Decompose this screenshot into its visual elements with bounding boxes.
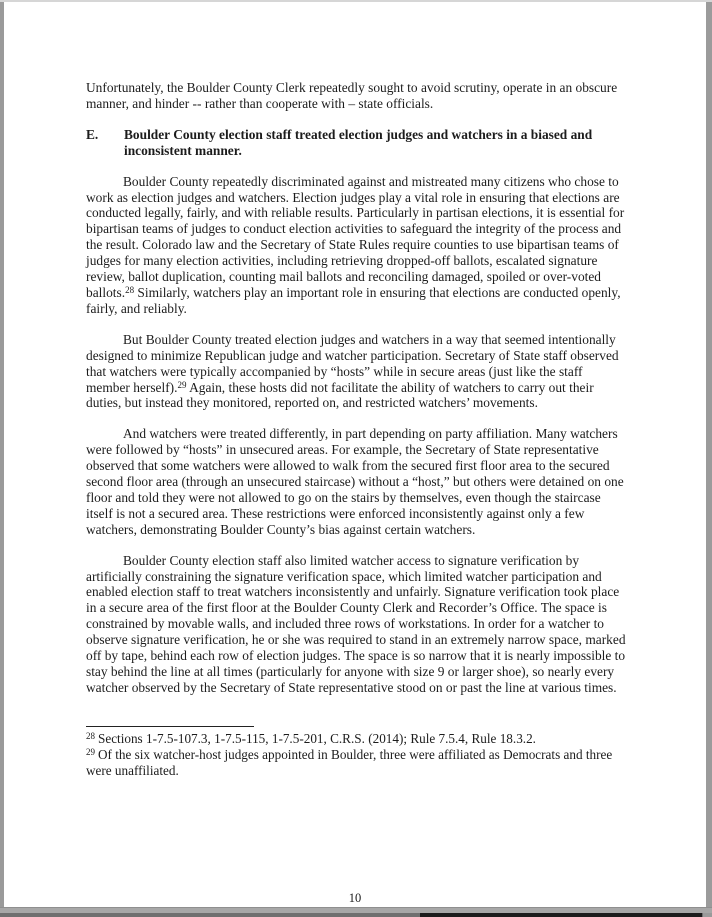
section-title: Boulder County election staff treated election judges and watchers in a biased and inconsistent manner. xyxy=(124,126,593,158)
paragraph-text: Boulder County repeatedly discriminated against and mistreated many citizens who chose to work as election judges and watchers. Election judges play a vital role in ensuring that elections are conducted legally, fairly, and with reliable results. Particularly in partisan elections, it is essential for bipartisan teams of judges to conduct election activities to safeguard the integrity of the process and the result. Colorado law and the Secretary of State Rules require counties to use bipartisan teams of judges for many election activities, including retrieving dropped-off ballots, escalated signature review, ballot duplication, counting mail ballots and reconciling damaged, spoiled or over-voted ballots. xyxy=(86,173,625,300)
page-number: 10 xyxy=(348,891,362,905)
paragraph-text: But Boulder County treated election judges and watchers in a way that seemed intentionally designed to minimize Republican judge and watcher participation. Secretary of State staff observed that watchers were typically accompanied by “hosts” while in secure areas (just like the staff member herself). xyxy=(86,331,619,395)
paragraph-watchers: And watchers were treated differently, in part depending on party affiliation. Many watchers were followed by “hosts” in unsecured areas. For example, the Secretary of State representative observed that some watchers were allowed to walk from the secured first floor area to the secured second floor area (through an unsecured staircase) without a “host,” but others were detained on one floor and told they were not allowed to go on the stairs by themselves, even though the staircase itself is not a secured area. These restrictions were enforced inconsistently against only a few watchers, demonstrating Boulder County’s bias against certain watchers. xyxy=(86,426,624,537)
section-heading xyxy=(86,127,628,159)
paragraph-judges xyxy=(86,174,628,317)
window-edge-end-segment xyxy=(703,913,712,917)
footnote-28 xyxy=(86,731,628,747)
footnote-text: Of the six watcher-host judges appointed in Boulder, three were affiliated as Democrats and three were unaffiliated. xyxy=(86,746,613,778)
document-page xyxy=(4,2,706,907)
viewer-right-edge xyxy=(706,2,712,908)
footnote-text: Sections 1-7.5-107.3, 1-7.5-115, 1-7.5-201, C.R.S. (2014); Rule 7.5.4, Rule 18.3.2. xyxy=(98,730,536,746)
footnote-area xyxy=(86,726,628,779)
paragraph-signature-verification: Boulder County election staff also limited watcher access to signature verification by artificially constraining the signature verification space, which limited watcher participation and enabled election staff to treat watchers inconsistently and unfairly. Signature verification took place in a secure area of the first floor at the Boulder County Clerk and Recorder’s Office. The space is constrained by movable walls, and included three rows of workstations. In order for a watcher to observe signature verification, he or she was required to stand in an extremely narrow space, marked off by tape, behind each row of election judges. The space is so narrow that it is nearly impossible to stay behind the line at all times (particularly for anyone with size 9 or larger shoe), so nearly every watcher observed by the Secretary of State representative stood on or past the line at various times. xyxy=(86,552,626,695)
window-edge-strip xyxy=(0,913,712,917)
section-label: E. xyxy=(86,126,99,142)
footnote-ref-28: 28 xyxy=(125,284,135,295)
page-content xyxy=(86,80,628,779)
footnote-ref-29: 29 xyxy=(177,379,187,390)
footnote-separator xyxy=(86,726,254,727)
window-edge-dark-segment xyxy=(420,913,702,917)
footnote-marker: 29 xyxy=(86,746,95,757)
footnote-29 xyxy=(86,747,628,779)
paragraph-text: Again, these hosts did not facilitate the ability of watchers to carry out their duties, but instead they monitored, reported on, and restricted watchers’ movements. xyxy=(86,379,594,411)
paragraph-hosts xyxy=(86,332,628,412)
paragraph-text: Similarly, watchers play an important role in ensuring that elections are conducted openly, fairly, and reliably. xyxy=(86,284,621,316)
paragraph-intro: Unfortunately, the Boulder County Clerk repeatedly sought to avoid scrutiny, operate in an obscure manner, and hinder -- rather than cooperate with – state officials. xyxy=(86,80,618,111)
footnote-marker: 28 xyxy=(86,730,95,741)
